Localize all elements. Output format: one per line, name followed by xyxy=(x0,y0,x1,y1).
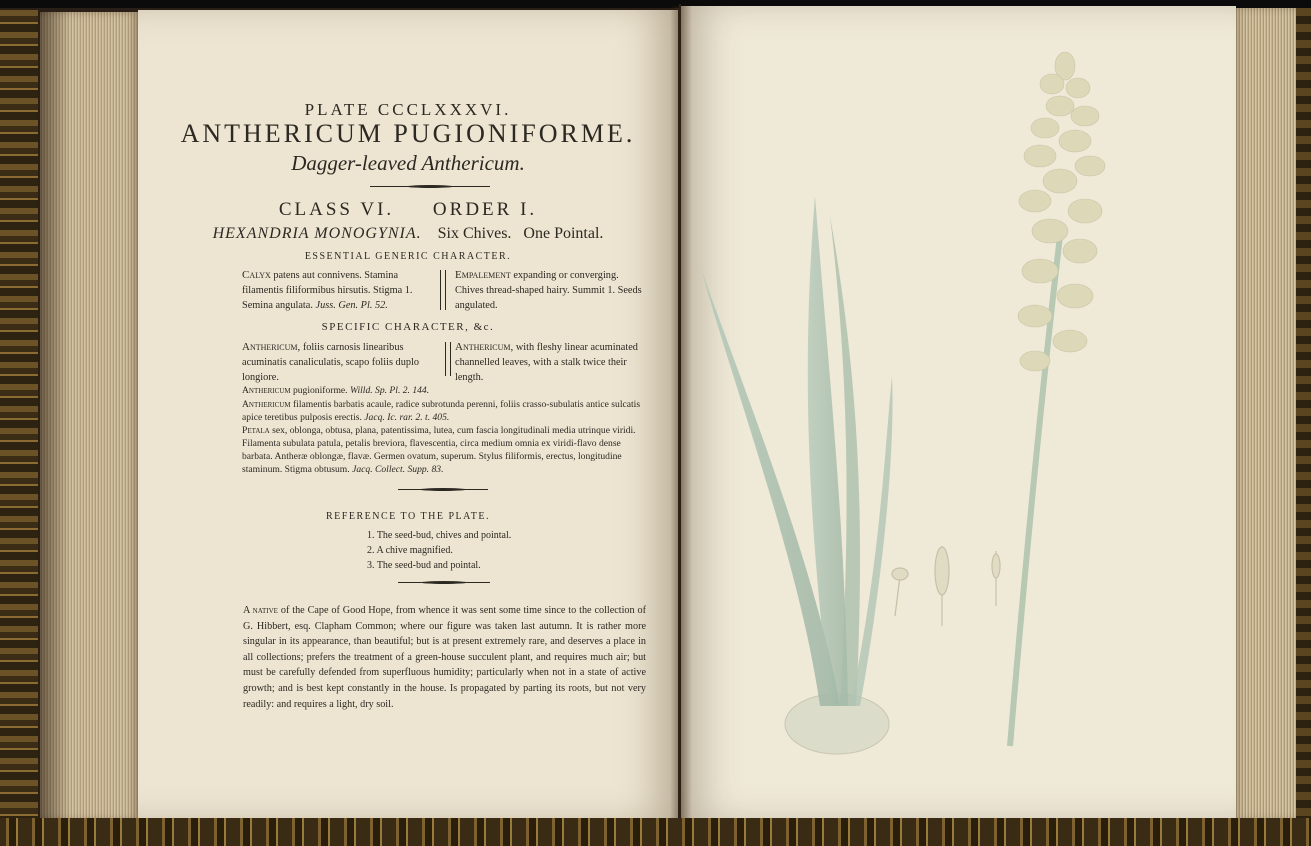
flower-raceme xyxy=(1018,52,1105,371)
synonym-2-lead: Anthericum xyxy=(242,399,291,410)
petala-ref: Jacq. Collect. Supp. 83. xyxy=(352,464,444,475)
plate-number: PLATE CCCLXXXVI. xyxy=(304,100,512,119)
essential-english-lead: Empalement xyxy=(455,269,511,281)
ornamental-rule xyxy=(398,489,488,490)
cover-edge-right xyxy=(1296,8,1311,830)
reference-item: 2. A chive magnified. xyxy=(367,545,453,556)
system-latin: HEXANDRIA MONOGYNIA. xyxy=(212,225,422,242)
specific-english-lead: Anthericum, xyxy=(455,341,514,353)
body-text: of the Cape of Good Hope, from whence it was sent some time since to the collection of G. Hibbert, esq. Clapham Common; where our figure was taken last autumn. It is rather more singular in its appearance, than beautiful; but is at present extremely rare, and deserves a place in all collections; prefers the treatment of a green-house succulent plant, and requires much air; but must be carefully defended from superfluous humidity; particularly when not in a state of active growth; and is best kept constantly in the house. Is propagated by parting its roots, but not very readily: and requires a light, dry soil. xyxy=(243,605,646,710)
page-edges-right xyxy=(1232,8,1296,820)
specific-english xyxy=(455,340,645,385)
gilt-border-left xyxy=(0,10,38,836)
ornamental-rule xyxy=(370,186,490,187)
body-lead: A native xyxy=(243,605,278,616)
column-divider xyxy=(440,270,446,310)
system-line xyxy=(138,225,678,243)
synonym-2 xyxy=(242,398,647,424)
specific-english-text: with fleshy linear acuminated channelled leaves, with a stalk twice their length. xyxy=(455,342,638,383)
specific-latin xyxy=(242,340,424,385)
class-order: CLASS VI. ORDER I. xyxy=(278,199,538,220)
reference-item: 1. The seed-bud, chives and pointal. xyxy=(367,530,512,541)
petala-description xyxy=(242,424,647,476)
essential-english-text: expanding or converging. Chives thread-shaped hairy. Summit 1. Seeds angulated. xyxy=(455,270,642,311)
reference-item: 3. The seed-bud and pointal. xyxy=(367,560,481,571)
page-title: ANTHERICUM PUGIONIFORME. xyxy=(180,119,636,148)
essential-latin-ref: Juss. Gen. Pl. 52. xyxy=(315,300,388,311)
specific-heading: SPECIFIC CHARACTER, &c. xyxy=(321,321,495,333)
essential-latin xyxy=(242,268,424,313)
essential-english xyxy=(455,268,645,313)
petala-lead: Petala xyxy=(242,425,270,436)
page-edges-left xyxy=(40,12,140,820)
essential-heading: ESSENTIAL GENERIC CHARACTER. xyxy=(304,251,512,262)
specific-latin-text: foliis carnosis linearibus acuminatis canaliculatis, scapo foliis duplo longiore. xyxy=(242,342,420,383)
reference-heading: REFERENCE TO THE PLATE. xyxy=(326,511,490,522)
essential-latin-lead: Calyx xyxy=(242,269,271,281)
synonym-2-ref: Jacq. Ic. rar. 2. t. 405. xyxy=(364,412,450,423)
body-paragraph xyxy=(243,603,646,712)
page-subtitle: Dagger-leaved Anthericum. xyxy=(291,151,525,175)
dissection-figures xyxy=(892,546,1000,626)
system-english: Six Chives. One Pointal. xyxy=(437,225,604,242)
botanical-illustration xyxy=(680,6,1236,818)
gilt-border-bottom xyxy=(0,818,1311,846)
synonym-1 xyxy=(242,384,647,397)
column-divider xyxy=(445,342,451,376)
specific-latin-lead: Anthericum, xyxy=(242,341,301,353)
synonym-1-lead: Anthericum xyxy=(242,385,291,396)
synonym-1-text: pugioniforme. xyxy=(292,385,348,396)
synonym-2-text: filamentis barbatis acaule, radice subrotunda perenni, foliis crasso-subulatis antice sulcatis apice teretibus pulposis erectis. xyxy=(242,399,641,423)
ornamental-rule xyxy=(398,582,490,583)
petala-text: sex, oblonga, obtusa, plana, patentissima, lutea, cum fascia longitudinali media utrinque viridi. Filamenta subulata patula, petalis breviora, flavescentia, circa medium omnia ex viridi-flavo dense barbata. Antheræ oblongæ, flavæ. Germen ovatum, superum. Stylus filiformis, erectus, longitudine staminum. Stigma obtusum. xyxy=(242,425,636,475)
essential-latin-text: patens aut connivens. Stamina filamentis filiformibus hirsutis. Stigma 1. Semina angulata. xyxy=(242,270,413,311)
synonym-1-ref: Willd. Sp. Pl. 2. 144. xyxy=(349,385,430,396)
